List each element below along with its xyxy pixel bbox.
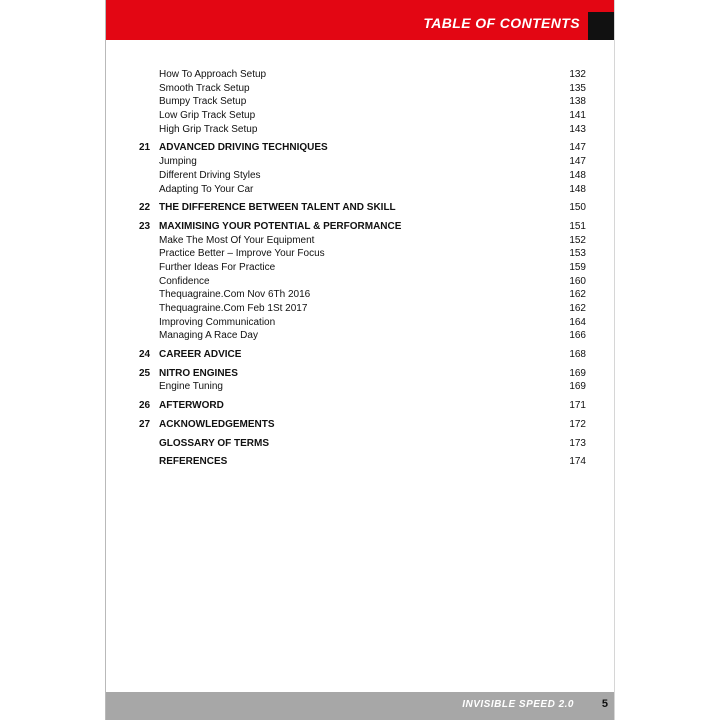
toc-page-number: 162: [569, 303, 586, 314]
toc-entry-row: [139, 302, 586, 316]
toc-page-number: 151: [569, 220, 586, 232]
toc-entry-title: AFTERWORD: [159, 400, 224, 412]
toc-entry-row: [139, 234, 586, 248]
toc-entry-row: [139, 380, 586, 394]
toc-page-number: 160: [569, 275, 586, 287]
toc-entry-row: [139, 95, 586, 109]
toc-page-number: 143: [569, 123, 586, 135]
toc-entry-row: [139, 82, 586, 96]
toc-entry-title: Make The Most Of Your Equipment: [159, 234, 315, 246]
toc-entry-title: ADVANCED DRIVING TECHNIQUES: [159, 142, 328, 154]
toc-page-number: 166: [569, 330, 586, 342]
footer-page-number: 5: [601, 698, 608, 710]
toc-chapter-row: [139, 220, 586, 234]
toc-page-number: 153: [569, 248, 586, 260]
toc-entry-title: REFERENCES: [159, 456, 228, 468]
toc-entry-row: [139, 169, 586, 183]
toc-entry-title: Smooth Track Setup: [159, 82, 250, 94]
toc-page-number: 150: [569, 202, 586, 214]
toc-entry-title: CAREER ADVICE: [159, 349, 242, 361]
toc-entry-title: Practice Better – Improve Your Focus: [159, 248, 325, 260]
toc-page-number: 162: [569, 289, 586, 301]
toc-entry-title: Different Driving Styles: [159, 169, 261, 181]
footer-book-title: INVISIBLE SPEED 2.0: [462, 699, 574, 710]
toc-page-number: 132: [569, 69, 586, 80]
toc-page-number: 135: [569, 82, 586, 94]
toc-page-number: 173: [569, 437, 586, 449]
toc-entry-title: How To Approach Setup: [159, 69, 267, 80]
toc-entry-title: MAXIMISING YOUR POTENTIAL & PERFORMANCE: [159, 220, 402, 232]
toc-page-number: 138: [569, 96, 586, 108]
toc-entry-row: [139, 261, 586, 275]
toc-entry-title: Jumping: [159, 156, 197, 168]
toc-page-number: 152: [569, 234, 586, 246]
toc-entry-row: [139, 247, 586, 261]
header-bar: [106, 0, 615, 40]
footer-bar: [106, 692, 615, 720]
toc-page-number: 147: [569, 142, 586, 154]
toc-chapter-row: [139, 437, 586, 451]
toc-chapter-number: 21: [139, 142, 151, 154]
toc-page-number: 147: [569, 156, 586, 168]
toc-entry-row: [139, 123, 586, 137]
toc-page-number: 168: [569, 349, 586, 361]
toc-entry-title: Improving Communication: [159, 316, 276, 328]
toc-entry-title: THE DIFFERENCE BETWEEN TALENT AND SKILL: [159, 202, 396, 214]
toc-chapter-row: [139, 348, 586, 362]
toc-entry-row: [139, 316, 586, 330]
toc-chapter-row: [139, 455, 586, 469]
toc-page-number: 148: [569, 169, 586, 181]
toc-entry-title: ACKNOWLEDGEMENTS: [159, 418, 275, 430]
book-page: [105, 0, 615, 720]
toc-entry-title: GLOSSARY OF TERMS: [159, 437, 270, 449]
toc-chapter-number: 23: [139, 220, 151, 232]
toc-entry-row: [139, 109, 586, 123]
toc-chapter-row: [139, 201, 586, 215]
toc-page-number: 159: [569, 261, 586, 273]
toc-page-number: 171: [569, 400, 586, 412]
toc-chapter-number: 22: [139, 202, 151, 214]
toc-chapter-number: 27: [139, 418, 151, 430]
toc-entry-row: [139, 275, 586, 289]
toc-chapter-row: [139, 367, 586, 381]
toc-page-number: 148: [569, 183, 586, 195]
toc-chapter-number: 24: [139, 349, 151, 361]
toc-chapter-row: [139, 141, 586, 155]
toc-entry-title: Managing A Race Day: [159, 330, 258, 342]
toc-entry-row: [139, 288, 586, 302]
toc-page-number: 164: [569, 316, 586, 328]
toc-entry-title: Engine Tuning: [159, 381, 223, 393]
toc-entry-title: Low Grip Track Setup: [159, 110, 256, 122]
header-tab-marker: [588, 12, 615, 40]
toc-chapter-number: 26: [139, 400, 151, 412]
toc-chapter-row: [139, 399, 586, 413]
toc-page-number: 169: [569, 381, 586, 393]
table-of-contents: [139, 68, 586, 469]
toc-entry-row: [139, 68, 586, 82]
toc-entry-title: NITRO ENGINES: [159, 367, 238, 379]
toc-page-number: 169: [569, 367, 586, 379]
toc-page-number: 141: [569, 110, 586, 122]
toc-entry-row: [139, 155, 586, 169]
toc-entry-title: Adapting To Your Car: [159, 183, 254, 195]
toc-entry-title: Thequagraine.Com Feb 1St 2017: [159, 303, 308, 314]
toc-page-number: 172: [569, 418, 586, 430]
toc-chapter-row: [139, 418, 586, 432]
toc-entry-title: High Grip Track Setup: [159, 123, 258, 135]
toc-page-number: 174: [569, 456, 586, 468]
toc-chapter-number: 25: [139, 367, 151, 379]
toc-entry-row: [139, 329, 586, 343]
toc-entry-title: Confidence: [159, 275, 210, 287]
toc-entry-title: Thequagraine.Com Nov 6Th 2016: [159, 289, 311, 301]
toc-entry-title: Further Ideas For Practice: [159, 261, 276, 273]
page-title: TABLE OF CONTENTS: [423, 15, 580, 31]
toc-entry-title: Bumpy Track Setup: [159, 96, 247, 108]
toc-entry-row: [139, 183, 586, 197]
